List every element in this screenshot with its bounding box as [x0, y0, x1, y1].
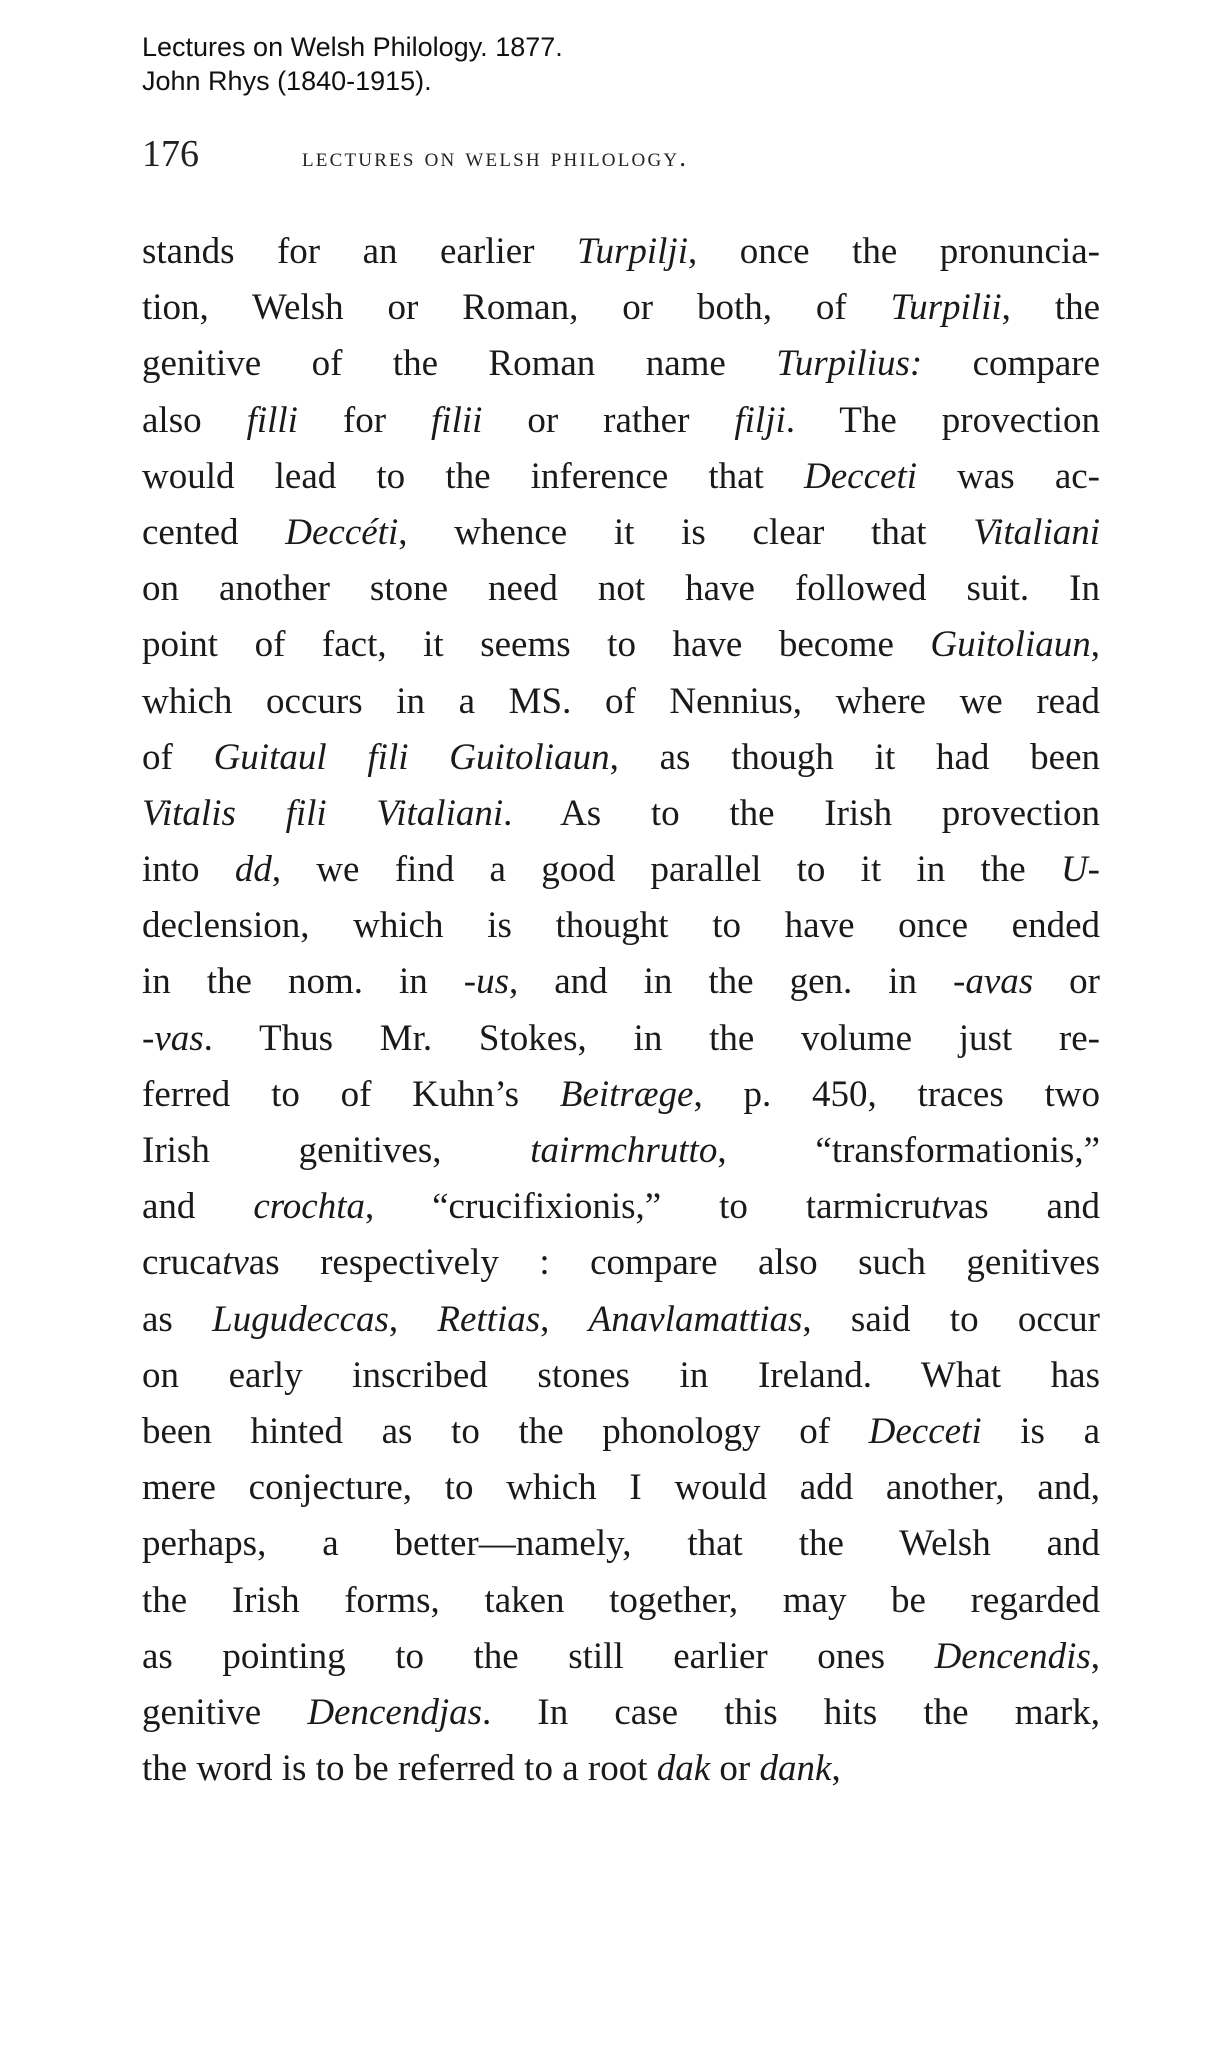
- text-run: would lead to the inference that: [142, 455, 805, 497]
- italic-term: Anavlamattias: [588, 1298, 803, 1340]
- text-line: [142, 1404, 1100, 1460]
- text-run: , as though it had been: [609, 736, 1100, 778]
- text-line: [142, 1011, 1100, 1067]
- italic-term: Deccéti: [285, 511, 399, 553]
- text-line: [142, 954, 1100, 1010]
- text-run: as respectively : compare also such genitives: [248, 1242, 1100, 1284]
- italic-term: Decceti: [868, 1410, 982, 1452]
- text-run: tion, Welsh or Roman, or both, of: [142, 287, 891, 329]
- text-run: . Thus Mr. Stokes, in the volume just re-: [203, 1017, 1100, 1059]
- text-run: ferred to of Kuhn’s: [142, 1073, 560, 1115]
- text-run: or: [1033, 961, 1100, 1003]
- text-run: on early inscribed stones in Ireland. What has: [142, 1354, 1100, 1396]
- italic-term: crochta: [253, 1186, 365, 1228]
- italic-term: Guitoliaun: [930, 624, 1091, 666]
- text-run: compare: [922, 343, 1100, 385]
- page-number: 176: [142, 133, 199, 175]
- text-run: the Irish forms, taken together, may be regarded: [142, 1579, 1100, 1621]
- text-run: ,: [1090, 624, 1100, 666]
- text-run: , and in the gen. in: [508, 961, 954, 1003]
- text-run: the word is to be referred to a root: [142, 1748, 657, 1790]
- italic-term: U-: [1060, 849, 1100, 891]
- text-run: point of fact, it seems to have become: [142, 624, 931, 666]
- body-text: [142, 224, 1100, 1797]
- text-run: ,: [540, 1298, 589, 1340]
- text-line: [142, 449, 1100, 505]
- text-run: ,: [388, 1298, 438, 1340]
- italic-term: tairmchrutto: [530, 1130, 718, 1171]
- text-line: [142, 505, 1100, 561]
- text-line: [142, 1235, 1100, 1291]
- text-run: , p. 450, traces two: [693, 1073, 1100, 1115]
- text-line: [142, 1292, 1100, 1348]
- text-line: [142, 224, 1100, 280]
- running-header: [142, 132, 1102, 176]
- text-line: [142, 1123, 1100, 1179]
- text-run: in the nom. in: [142, 961, 464, 1003]
- text-run: , “crucifixionis,” to tarmicru: [364, 1186, 932, 1228]
- italic-term: dank: [759, 1748, 832, 1790]
- text-run: . In case this hits the mark,: [482, 1691, 1100, 1733]
- text-run: . As to the Irish provection: [503, 792, 1101, 834]
- text-line: [142, 898, 1100, 954]
- italic-term: Guitaul fili Guitoliaun: [213, 736, 610, 778]
- text-run: perhaps, a better—namely, that the Welsh and: [142, 1523, 1100, 1565]
- text-line: [142, 617, 1100, 673]
- text-run: and: [142, 1186, 254, 1228]
- text-line: [142, 561, 1100, 617]
- text-line: [142, 1573, 1100, 1629]
- text-run: or: [710, 1748, 760, 1790]
- source-title-line: Lectures on Welsh Philology. 1877.: [142, 32, 563, 62]
- text-run: or rather: [482, 399, 735, 441]
- text-run: . The provection: [785, 399, 1100, 441]
- italic-term: tv: [931, 1186, 958, 1228]
- text-run: cented: [142, 511, 286, 553]
- text-run: which occurs in a MS. of Nennius, where we read: [142, 680, 1100, 722]
- text-line: [142, 280, 1100, 336]
- text-run: Irish genitives,: [142, 1130, 531, 1171]
- text-line: [142, 730, 1100, 786]
- text-run: , whence it is clear that: [398, 511, 974, 553]
- italic-term: Beitræge: [559, 1073, 694, 1115]
- text-line: [142, 1516, 1100, 1572]
- text-run: , the: [1001, 287, 1101, 329]
- text-run: into: [142, 849, 235, 891]
- text-line: [142, 336, 1100, 392]
- italic-term: Rettias: [437, 1298, 541, 1340]
- italic-term: Dencendis: [934, 1635, 1091, 1677]
- italic-term: Decceti: [804, 455, 918, 497]
- text-run: as: [142, 1298, 213, 1340]
- text-run: of: [142, 736, 214, 778]
- italic-term: dd: [234, 849, 272, 891]
- text-run: ,: [1090, 1635, 1100, 1677]
- italic-term: Turpilji: [576, 231, 688, 272]
- source-citation: [142, 30, 563, 98]
- text-run: been hinted as to the phonology of: [142, 1410, 869, 1452]
- text-line: [142, 786, 1100, 842]
- italic-term: Vitalis fili Vitaliani: [142, 792, 504, 834]
- italic-term: filli: [246, 399, 298, 441]
- italic-term: filii: [431, 399, 483, 441]
- text-run: genitive: [142, 1691, 308, 1733]
- text-line: [142, 1741, 1100, 1797]
- italic-term: dak: [656, 1748, 711, 1790]
- source-author-line: John Rhys (1840-1915).: [142, 66, 432, 96]
- italic-term: -avas: [953, 961, 1034, 1003]
- text-line: [142, 842, 1100, 898]
- text-run: as pointing to the still earlier ones: [142, 1635, 935, 1677]
- text-run: cruca: [142, 1242, 223, 1284]
- text-line: [142, 1460, 1100, 1516]
- italic-term: -us: [463, 961, 509, 1003]
- running-title: lectures on welsh philology.: [302, 142, 689, 172]
- text-run: , said to occur: [802, 1298, 1100, 1340]
- text-run: , “transformationis,”: [717, 1130, 1101, 1171]
- text-line: [142, 1179, 1100, 1235]
- text-run: mere conjecture, to which I would add another, and,: [142, 1467, 1100, 1509]
- text-line: [142, 393, 1100, 449]
- text-line: [142, 1348, 1100, 1404]
- text-run: , once the pronuncia-: [688, 231, 1100, 272]
- text-run: stands for an earlier: [142, 231, 577, 272]
- italic-term: Lugudeccas: [212, 1298, 389, 1340]
- text-line: [142, 1067, 1100, 1123]
- text-line: [142, 1685, 1100, 1741]
- italic-term: Turpilius:: [776, 343, 923, 385]
- text-run: , we find a good parallel to it in the: [271, 849, 1061, 891]
- italic-term: -vas: [142, 1017, 204, 1059]
- text-line: [142, 674, 1100, 730]
- italic-term: filji: [734, 399, 786, 441]
- text-run: as and: [957, 1186, 1100, 1228]
- italic-term: Turpilii: [890, 287, 1002, 329]
- italic-term: Vitaliani: [973, 511, 1101, 553]
- text-run: ,: [831, 1748, 841, 1790]
- italic-term: Dencendjas: [307, 1691, 482, 1733]
- text-line: [142, 1629, 1100, 1685]
- text-run: for: [297, 399, 432, 441]
- text-run: on another stone need not have followed suit. In: [142, 568, 1100, 610]
- text-run: declension, which is thought to have once ended: [142, 905, 1100, 947]
- text-run: also: [142, 399, 247, 441]
- text-run: genitive of the Roman name: [142, 343, 777, 385]
- text-run: was ac-: [917, 455, 1100, 497]
- text-run: is a: [981, 1410, 1101, 1452]
- italic-term: tv: [222, 1242, 249, 1284]
